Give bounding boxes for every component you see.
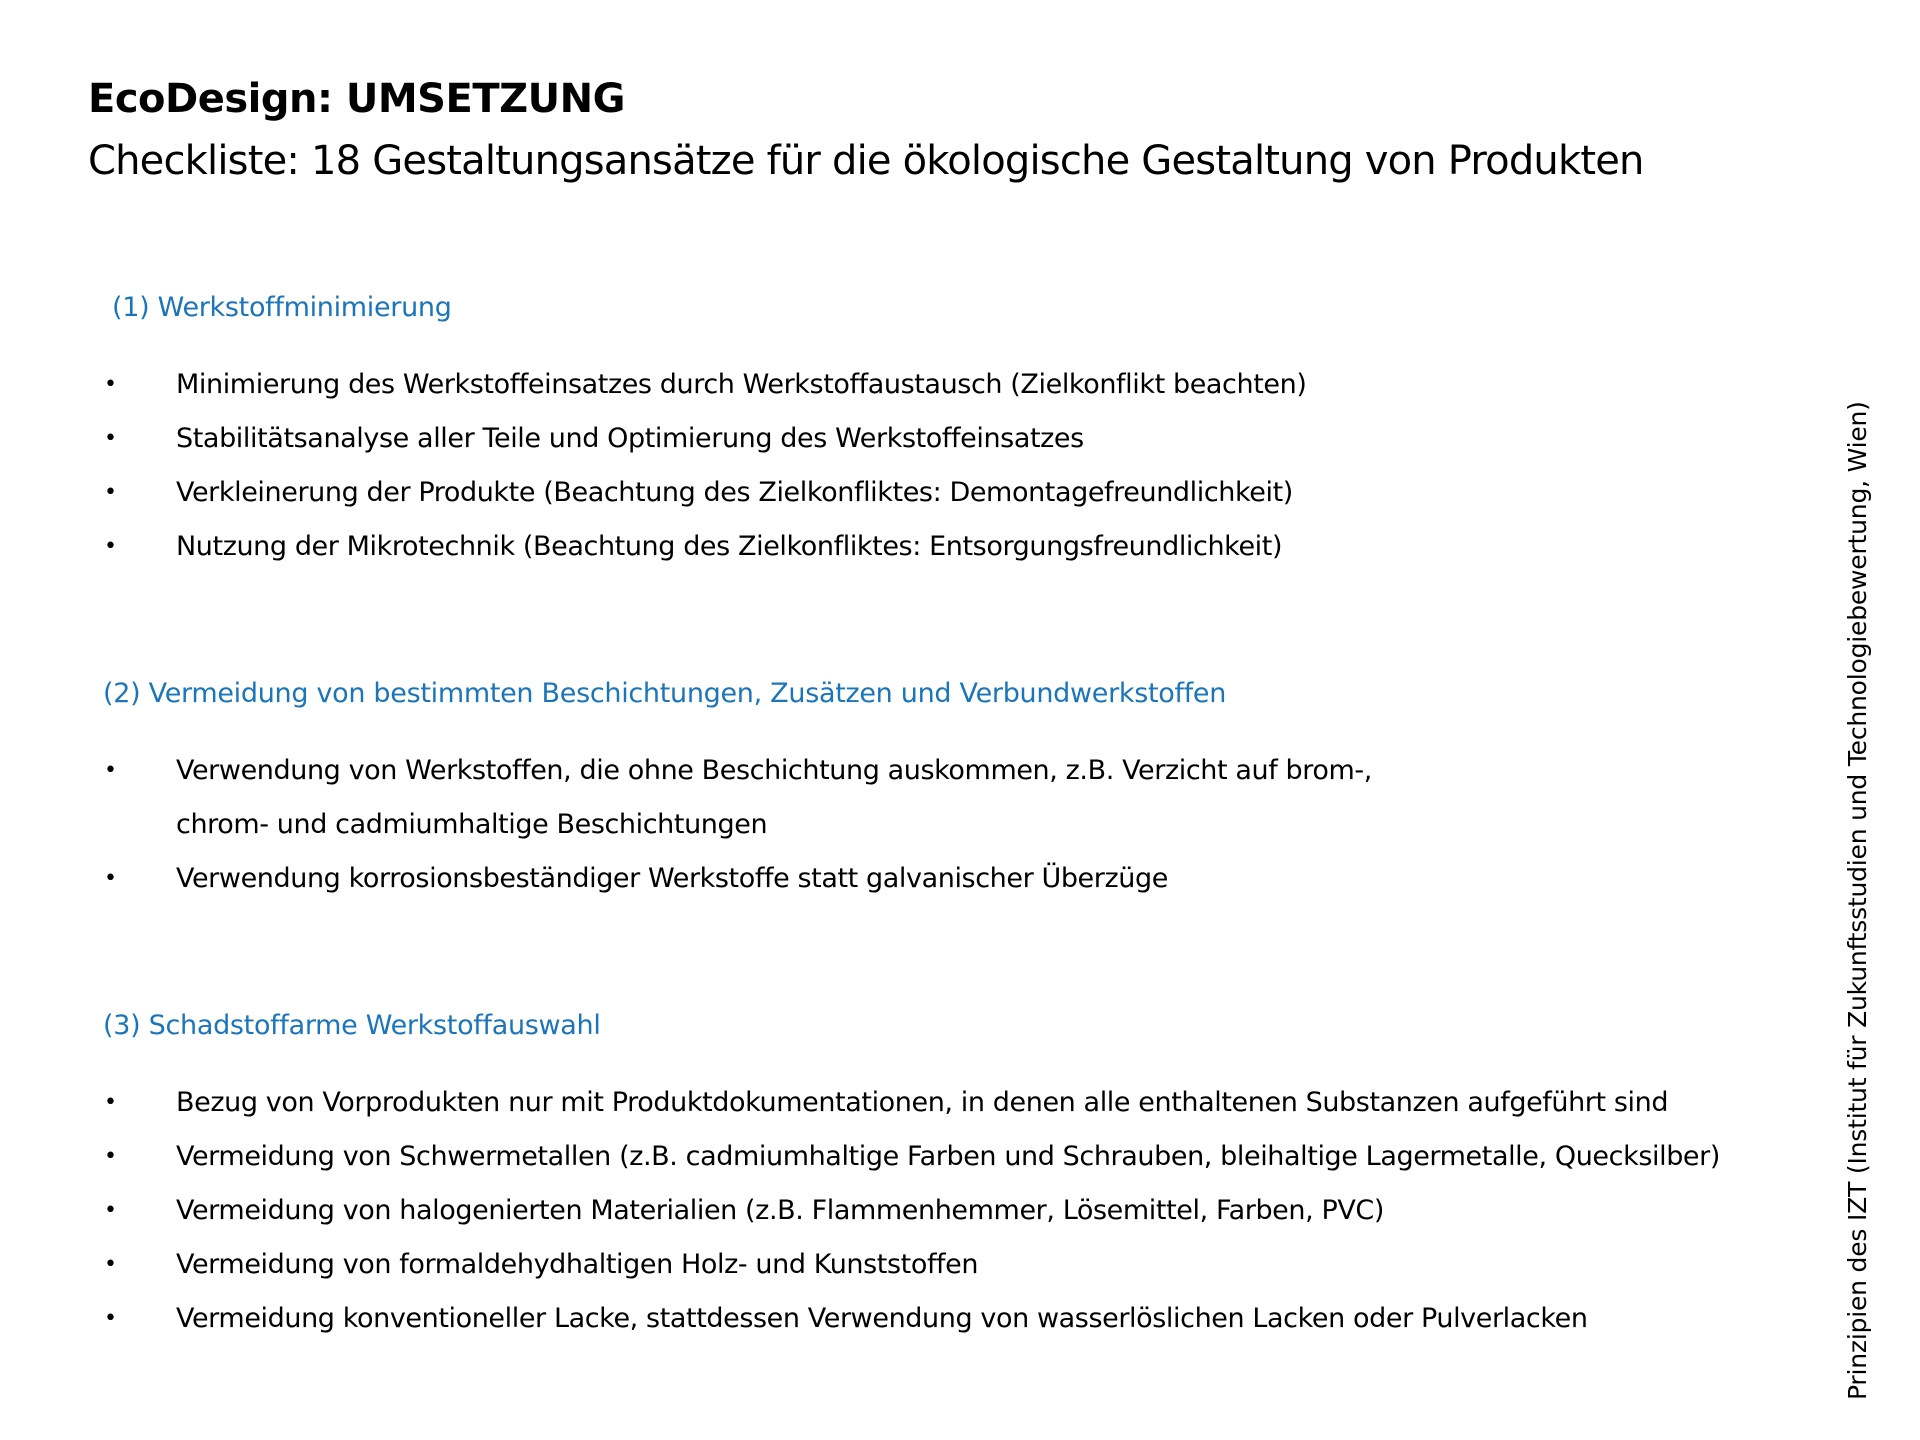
section-heading-werkstoffminimierung: (1) Werkstoffminimierung — [112, 292, 452, 323]
bullet-icon: • — [104, 1144, 117, 1169]
list-item-text: Vermeidung von formaldehydhaltigen Holz- und Kunststoffen — [176, 1249, 979, 1280]
list-item-text: Nutzung der Mikrotechnik (Beachtung des Zielkonfliktes: Entsorgungsfreundlichkeit) — [176, 531, 1283, 562]
bullet-icon: • — [104, 758, 117, 783]
list-item-text: Verwendung von Werkstoffen, die ohne Beschichtung auskommen, z.B. Verzicht auf brom-, — [176, 755, 1372, 786]
list-item-text: chrom- und cadmiumhaltige Beschichtungen — [176, 809, 768, 840]
page-subtitle: Checkliste: 18 Gestaltungsansätze für die ökologische Gestaltung von Produkten — [88, 138, 1644, 184]
list-item-text: Verwendung korrosionsbeständiger Werkstoffe statt galvanischer Überzüge — [176, 863, 1168, 894]
bullet-icon: • — [104, 372, 117, 397]
bullet-icon: • — [104, 1306, 117, 1331]
list-item-text: Stabilitätsanalyse aller Teile und Optimierung des Werkstoffeinsatzes — [176, 423, 1084, 454]
bullet-icon: • — [104, 534, 117, 559]
bullet-icon: • — [104, 1090, 117, 1115]
bullet-icon: • — [104, 866, 117, 891]
page-title: EcoDesign: UMSETZUNG — [88, 76, 625, 122]
bullet-icon: • — [104, 1252, 117, 1277]
list-item-text: Bezug von Vorprodukten nur mit Produktdokumentationen, in denen alle enthaltenen Substanzen aufgeführt sind — [176, 1087, 1669, 1118]
bullet-icon: • — [104, 1198, 117, 1223]
list-item-text: Verkleinerung der Produkte (Beachtung des Zielkonfliktes: Demontagefreundlichkeit) — [176, 477, 1293, 508]
source-note-vertical: Prinzipien des IZT (Institut für Zukunftsstudien und Technologiebewertung, Wien) — [1843, 401, 1872, 1400]
list-item-text: Vermeidung von halogenierten Materialien (z.B. Flammenhemmer, Lösemittel, Farben, PVC) — [176, 1195, 1385, 1226]
list-item-text: Vermeidung konventioneller Lacke, stattdessen Verwendung von wasserlöslichen Lacken oder Pulverlacken — [176, 1303, 1588, 1334]
list-item-text: Vermeidung von Schwermetallen (z.B. cadmiumhaltige Farben und Schrauben, bleihaltige Lagermetalle, Quecksilber) — [176, 1141, 1720, 1172]
list-item-text: Minimierung des Werkstoffeinsatzes durch Werkstoffaustausch (Zielkonflikt beachten) — [176, 369, 1307, 400]
bullet-icon: • — [104, 426, 117, 451]
section-heading-schadstoffarm: (3) Schadstoffarme Werkstoffauswahl — [103, 1010, 601, 1041]
section-heading-beschichtungen: (2) Vermeidung von bestimmten Beschichtungen, Zusätzen und Verbundwerkstoffen — [103, 678, 1227, 709]
bullet-icon: • — [104, 480, 117, 505]
